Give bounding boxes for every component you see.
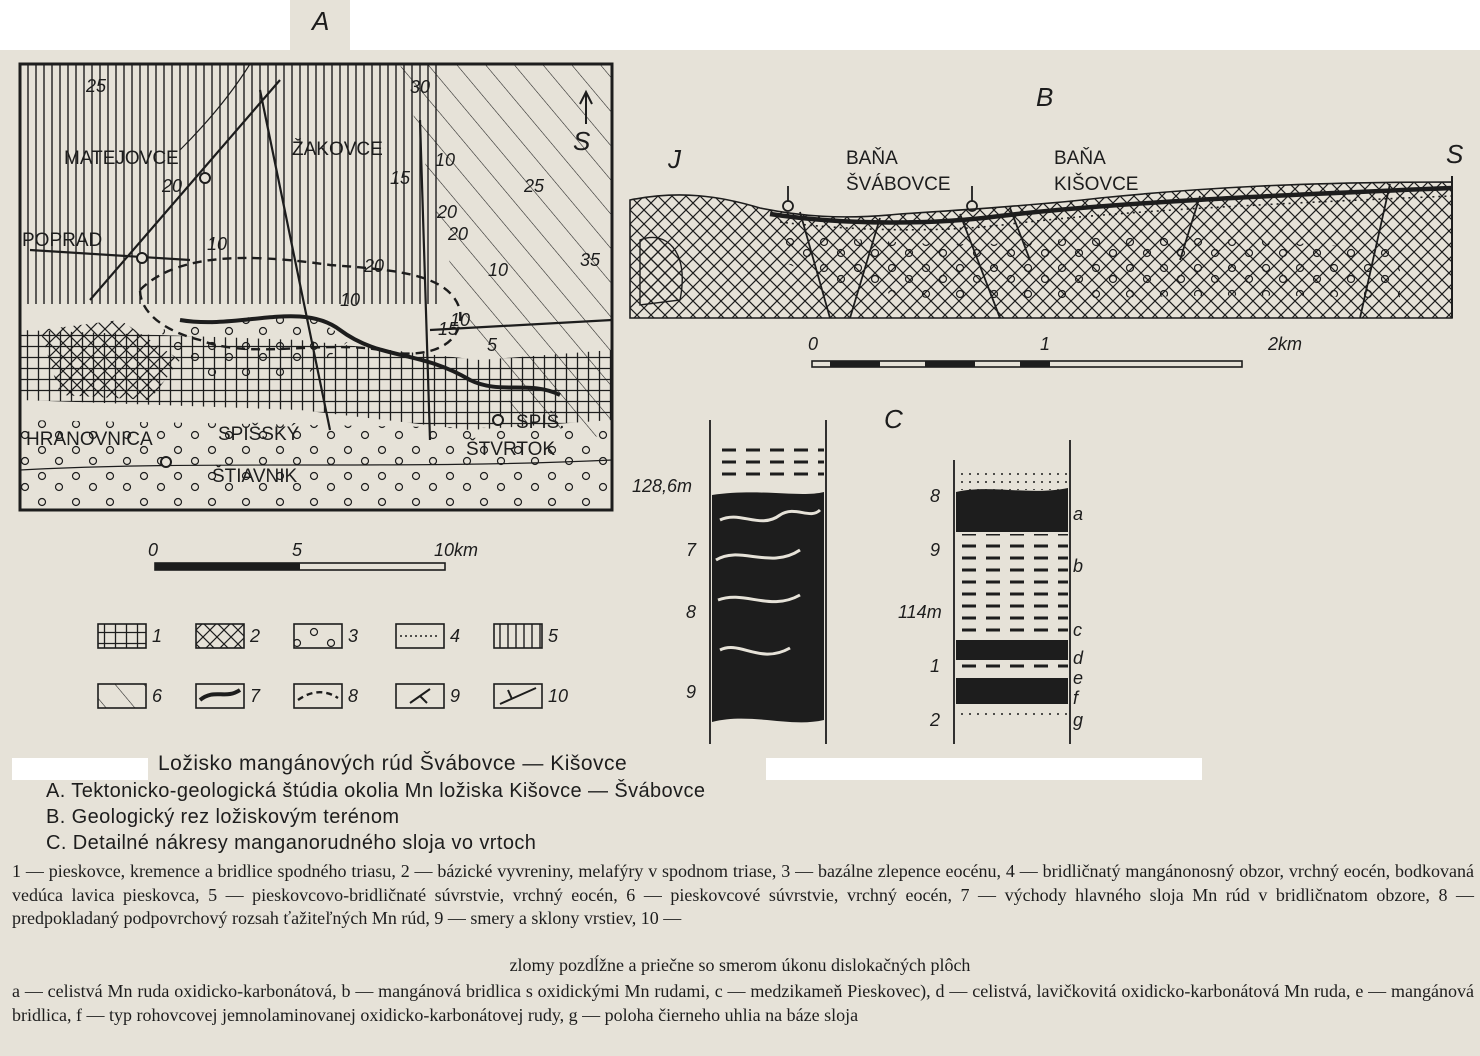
svg-text:f: f xyxy=(1073,688,1079,708)
svg-text:6: 6 xyxy=(152,686,163,706)
svg-text:0: 0 xyxy=(148,540,159,560)
col2-layer-e xyxy=(956,662,1068,676)
svg-text:8: 8 xyxy=(348,686,359,706)
panel-b-letter: B xyxy=(1036,82,1054,112)
svg-text:5: 5 xyxy=(487,335,498,355)
svg-text:1: 1 xyxy=(152,626,163,646)
svg-text:d: d xyxy=(1073,648,1084,668)
svg-text:3: 3 xyxy=(348,626,359,646)
svg-text:9: 9 xyxy=(930,540,941,560)
mine1-line2: ŠVÁBOVCE xyxy=(846,174,951,195)
caption-line-a: A. Tektonicko-geologická štúdia okolia Mn ložiska Kišovce — Švábovce xyxy=(46,780,706,802)
svg-text:g: g xyxy=(1073,710,1084,730)
svg-text:5: 5 xyxy=(292,540,303,560)
mine-shaft-icon xyxy=(783,201,793,211)
legend-box-6 xyxy=(98,684,146,708)
svg-text:10: 10 xyxy=(548,686,569,706)
svg-text:2: 2 xyxy=(930,710,941,730)
col2-layer-f xyxy=(956,678,1068,704)
caption-line-b: B. Geologický rez ložiskovým terénom xyxy=(46,806,400,828)
svg-text:10: 10 xyxy=(488,260,509,280)
caption-title: Ložisko mangánových rúd Švábovce — Kišovce xyxy=(158,752,628,775)
col2-sand xyxy=(956,470,1068,490)
place-zakovce: ŽAKOVCE xyxy=(292,139,383,160)
caption-legend-numbers-end: zlomy pozdĺžne a priečne so smerom úkonu dislokačných plôch xyxy=(509,955,971,975)
svg-text:9: 9 xyxy=(686,682,697,702)
town-marker-matejovce xyxy=(200,173,210,183)
panel-a-letter: A xyxy=(312,6,330,36)
section-end-j: J xyxy=(668,144,681,174)
svg-text:25: 25 xyxy=(86,76,107,96)
legend-box-3 xyxy=(294,624,342,648)
col2-layer-b xyxy=(956,534,1068,620)
col2-layer-g xyxy=(956,708,1068,720)
svg-text:5: 5 xyxy=(548,626,559,646)
place-spis: SPIŠ. xyxy=(516,412,565,433)
col1-depth: 128,6m xyxy=(632,476,693,496)
svg-text:10: 10 xyxy=(450,310,471,330)
svg-text:2: 2 xyxy=(250,626,261,646)
svg-text:20: 20 xyxy=(437,202,458,222)
svg-text:15: 15 xyxy=(390,168,411,188)
map-legend xyxy=(98,624,568,708)
map-scale-bar xyxy=(148,540,478,570)
mine1-line1: BAŇA xyxy=(846,148,898,169)
svg-text:10km: 10km xyxy=(434,540,479,560)
col2-layer-a xyxy=(956,488,1068,532)
svg-text:0: 0 xyxy=(808,334,819,354)
svg-text:1: 1 xyxy=(930,656,941,676)
place-stiavnik: ŠTIAVNIK xyxy=(212,466,298,487)
col2-layer-c xyxy=(956,622,1068,638)
legend-box-8 xyxy=(294,684,342,708)
legend-box-2 xyxy=(196,624,244,648)
place-spissky: SPIŠSKÝ xyxy=(218,424,300,445)
svg-text:8: 8 xyxy=(686,602,697,622)
svg-text:b: b xyxy=(1073,556,1084,576)
section-scale-bar xyxy=(808,334,1302,367)
svg-text:20: 20 xyxy=(448,224,469,244)
panel-c-columns xyxy=(632,404,1084,744)
town-marker-spis-stvrtok xyxy=(493,415,503,425)
mine2-line2: KIŠOVCE xyxy=(1054,174,1139,195)
panel-a-map xyxy=(20,64,612,708)
svg-text:2km: 2km xyxy=(1268,334,1303,354)
place-poprad: POPRAD xyxy=(22,230,103,251)
svg-text:1: 1 xyxy=(1040,334,1051,354)
svg-text:114m: 114m xyxy=(898,602,942,622)
svg-text:20: 20 xyxy=(364,256,385,276)
svg-text:4: 4 xyxy=(450,626,461,646)
svg-text:35: 35 xyxy=(580,250,601,270)
svg-text:7: 7 xyxy=(686,540,697,560)
svg-text:c: c xyxy=(1073,620,1082,640)
town-marker-poprad xyxy=(137,253,147,263)
town-marker-spissky-stiavnik xyxy=(161,457,171,467)
place-hranovnica: HRANOVNICA xyxy=(26,429,153,450)
svg-text:10: 10 xyxy=(340,290,361,310)
svg-text:10: 10 xyxy=(435,150,456,170)
north-label: S xyxy=(573,126,591,156)
col1-ore xyxy=(712,492,824,722)
col1-shale xyxy=(712,440,824,480)
svg-text:9: 9 xyxy=(450,686,461,706)
svg-text:25: 25 xyxy=(524,176,545,196)
svg-text:10: 10 xyxy=(207,234,228,254)
legend-box-5 xyxy=(494,624,542,648)
svg-text:7: 7 xyxy=(250,686,261,706)
svg-text:30: 30 xyxy=(410,77,431,97)
section-end-s: S xyxy=(1446,139,1464,169)
svg-text:20: 20 xyxy=(162,176,183,196)
legend-box-1 xyxy=(98,624,146,648)
caption-line-c: C. Detailné nákresy manganorudného sloja vo vrtoch xyxy=(46,832,537,854)
svg-text:15: 15 xyxy=(438,319,459,339)
col2-layer-d xyxy=(956,640,1068,660)
panel-c-letter: C xyxy=(884,404,903,434)
svg-text:8: 8 xyxy=(930,486,941,506)
place-stvrtok: ŠTVRTOK xyxy=(466,439,556,460)
svg-text:a: a xyxy=(1073,504,1084,524)
caption-legend-numbers: 1 — pieskovce, kremence a bridlice spodného triasu, 2 — bázické vyvreniny, melafýry v spodnom triase, 3 — bazálne zlepence eocénu, 4 — bridličnatý mangánonosný obzor, vrchný eocén, bodkovaná vedúca lavica pieskovca, 5 — pieskovcovo-bridličnaté súvrstvie, vrchný eocén, 6 — pieskovcové súvrstvie, vrchný eocén, 7 — východy hlavného sloja Mn rúd v bridličnatom obzore, 8 — predpokladaný podpovrchový rozsah ťažiteľných Mn rúd, 9 — smery a sklony vrstiev, 10 — xyxy=(12,861,1474,928)
svg-text:e: e xyxy=(1073,668,1084,688)
panel-b-section xyxy=(630,82,1464,367)
mine2-line1: BAŇA xyxy=(1054,148,1106,169)
place-matejovce: MATEJOVCE xyxy=(64,148,179,169)
caption-legend-letters: a — celistvá Mn ruda oxidicko-karbonátová, b — mangánová bridlica s oxidickými Mn rudami, c — medzikameň Pieskovec), d — celistvá, lavičkovitá oxidicko-karbonátová Mn ruda, e — mangánová bridlica, f — typ rohovcovej jemnolaminovanej oxidicko-karbonátovej rudy, g — poloha čierneho uhlia na báze sloja xyxy=(12,981,1474,1025)
